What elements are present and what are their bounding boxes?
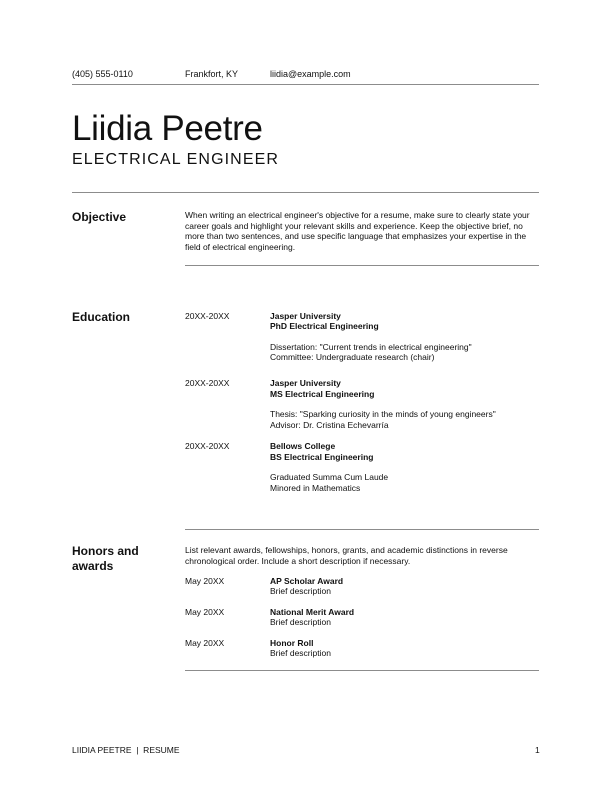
candidate-name: Liidia Peetre xyxy=(72,109,263,148)
divider-objective xyxy=(185,265,539,266)
education-dates: 20XX-20XX xyxy=(185,311,230,321)
award-date: May 20XX xyxy=(185,607,225,617)
divider-education xyxy=(185,529,539,530)
page-number: 1 xyxy=(535,745,540,755)
award-description: Brief description xyxy=(270,648,331,658)
award-name: Honor Roll xyxy=(270,638,314,648)
divider-top xyxy=(72,84,539,85)
award-name: AP Scholar Award xyxy=(270,576,344,586)
honors-heading-line: awards xyxy=(72,559,114,573)
education-detail: Thesis: "Sparking curiosity in the minds of young engineers" xyxy=(270,409,496,419)
award-date: May 20XX xyxy=(185,576,225,586)
education-detail: Committee: Undergraduate research (chair) xyxy=(270,352,435,362)
contact-phone: (405) 555-0110 xyxy=(72,69,133,79)
education-degree: BS Electrical Engineering xyxy=(270,452,374,462)
award-description: Brief description xyxy=(270,586,331,596)
honors-intro: List relevant awards, fellowships, honors, grants, and academic distinctions in reverse chronological order. Include a short description if necessary. xyxy=(185,545,508,566)
footer-label: LIIDIA PEETRE | RESUME xyxy=(72,745,180,755)
honors-heading xyxy=(72,544,139,574)
honors-heading-line: Honors and xyxy=(72,544,139,558)
education-dates: 20XX-20XX xyxy=(185,378,230,388)
divider-honors xyxy=(185,670,539,671)
education-detail: Dissertation: "Current trends in electrical engineering" xyxy=(270,342,472,352)
candidate-title: ELECTRICAL ENGINEER xyxy=(72,151,280,168)
education-detail: Advisor: Dr. Cristina Echevarría xyxy=(270,420,389,430)
contact-email: liidia@example.com xyxy=(270,69,351,79)
education-degree: MS Electrical Engineering xyxy=(270,389,375,399)
education-detail: Graduated Summa Cum Laude xyxy=(270,472,389,482)
education-school: Bellows College xyxy=(270,441,336,451)
education-dates: 20XX-20XX xyxy=(185,441,230,451)
award-description: Brief description xyxy=(270,617,331,627)
objective-text: When writing an electrical engineer's objective for a resume, make sure to clearly state your career goals and highlight your relevant skills and experience. Keep the objective brief, no more than two sentences, and use specific language that emphasizes your expertise in the field of electrical engineering. xyxy=(185,210,530,252)
award-name: National Merit Award xyxy=(270,607,355,617)
education-school: Jasper University xyxy=(270,378,341,388)
contact-location: Frankfort, KY xyxy=(185,69,239,79)
award-date: May 20XX xyxy=(185,638,225,648)
education-school: Jasper University xyxy=(270,311,341,321)
objective-heading: Objective xyxy=(72,210,127,224)
divider-header xyxy=(72,192,539,193)
education-degree: PhD Electrical Engineering xyxy=(270,321,379,331)
education-detail: Minored in Mathematics xyxy=(270,483,361,493)
education-heading: Education xyxy=(72,310,131,324)
